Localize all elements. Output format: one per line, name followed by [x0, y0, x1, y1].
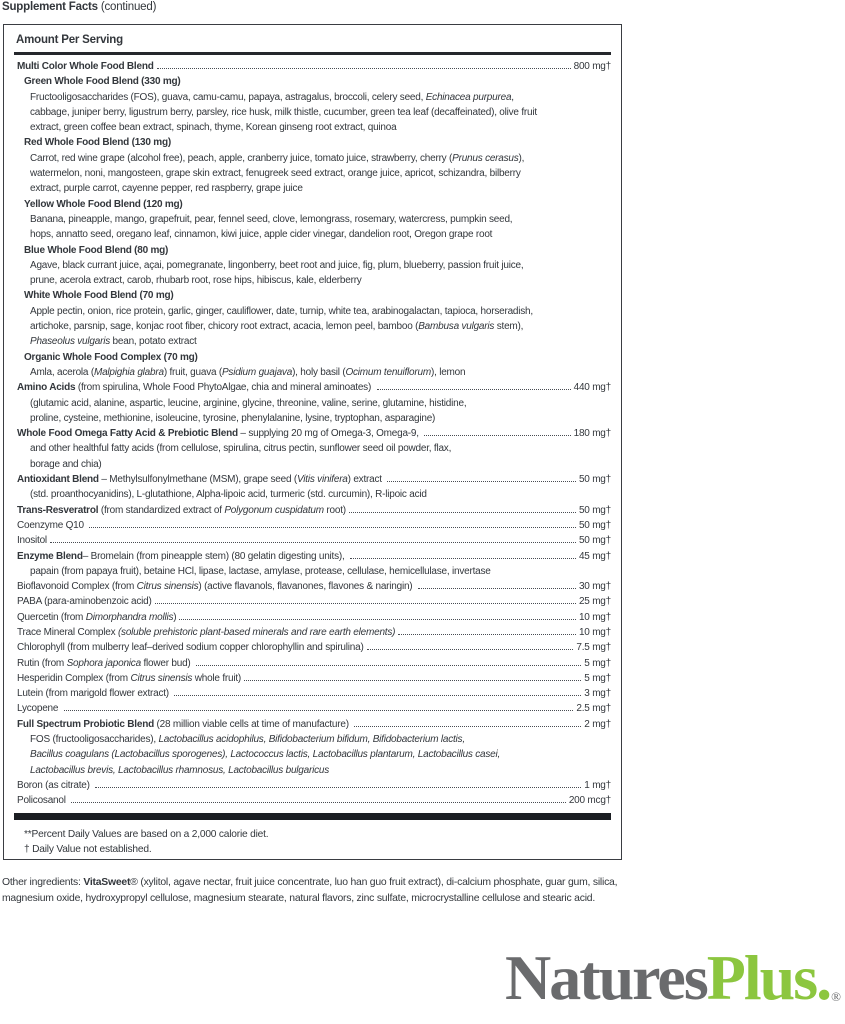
- ingredient-name: [30, 763, 329, 778]
- ingredient-name: [17, 579, 415, 594]
- ingredient-name: [17, 503, 346, 518]
- registered-trademark-icon: ®: [831, 989, 841, 1004]
- ingredient-name: [30, 732, 465, 747]
- amount-value: 30 mg†: [578, 581, 611, 593]
- text-segment: ), holy basil (: [292, 366, 346, 378]
- ingredient-row: [14, 701, 611, 716]
- dotted-leader: [179, 619, 576, 620]
- text-segment: Amino Acids: [17, 382, 76, 394]
- ingredient-list-line: [14, 319, 611, 334]
- ingredient-name: [17, 671, 241, 686]
- dotted-leader: [377, 389, 571, 390]
- text-segment: FOS (fructooligosaccharides),: [30, 734, 159, 746]
- dotted-leader: [89, 527, 576, 528]
- ingredient-row: [14, 656, 611, 671]
- text-segment: flower bud): [140, 657, 194, 669]
- ingredient-name: [17, 380, 374, 395]
- ingredient-name: [17, 426, 421, 441]
- supplement-facts-panel: [3, 24, 622, 860]
- amount-value: 2 mg†: [584, 718, 611, 730]
- text-segment: extract, green coffee bean extract, spinach, thyme, Korean ginseng root extract, quinoa: [30, 122, 397, 134]
- text-segment: Hesperidin Complex (from: [17, 672, 131, 684]
- text-segment: Sophora japonica: [66, 657, 141, 669]
- ingredient-list-line: [14, 212, 611, 227]
- text-segment: Lycopene: [17, 703, 61, 715]
- text-segment: Boron (as citrate): [17, 779, 93, 791]
- text-segment: Agave, black currant juice, açai, pomegranate, lingonberry, beet root and juice, fig, plum, blueberry, passion fruit juice,: [30, 259, 524, 271]
- ingredient-name: [17, 793, 68, 808]
- ingredient-name: [30, 166, 521, 181]
- dotted-leader: [196, 665, 581, 666]
- ingredient-list-line: [14, 396, 611, 411]
- ingredient-row: [14, 671, 611, 686]
- dotted-leader: [354, 726, 581, 727]
- dotted-leader: [71, 802, 566, 803]
- text-segment: stem),: [494, 321, 524, 333]
- amount-value: 50 mg†: [578, 504, 611, 516]
- blend-subheading: [14, 288, 611, 303]
- blend-subheading: [14, 135, 611, 150]
- amount-value: 50 mg†: [578, 474, 611, 486]
- ingredient-row: [14, 579, 611, 594]
- amount-value: 800 mg†: [573, 61, 611, 72]
- amount-value: 45 mg†: [578, 550, 611, 562]
- ingredient-name: [30, 258, 523, 273]
- text-segment: ) fruit, guava (: [163, 366, 222, 378]
- amount-value: 7.5 mg†: [576, 642, 611, 654]
- dotted-leader: [174, 695, 581, 696]
- text-segment: ) extract: [347, 474, 385, 486]
- ingredient-name: [17, 472, 384, 487]
- text-segment: Lactobacillus acidophilus, Bifidobacterium bifidum, Bifidobacterium lactis,: [158, 734, 465, 746]
- amount-value: 25 mg†: [578, 596, 611, 608]
- ingredient-row: [14, 640, 611, 655]
- ingredient-name: [30, 441, 451, 456]
- ingredient-row: [14, 503, 611, 518]
- text-segment: (28 million viable cells at time of manufacture): [153, 718, 352, 730]
- text-segment: Bambusa vulgaris: [418, 321, 495, 333]
- text-segment: ) (active flavanols, flavanones, flavones & naringin): [198, 581, 415, 593]
- text-segment: prune, acerola extract, carob, rhubarb root, rose hips, hibiscus, kale, elderberry: [30, 275, 362, 287]
- dotted-leader: [95, 787, 581, 788]
- ingredient-name: [17, 701, 61, 716]
- text-segment: Blue Whole Food Blend (80 mg): [24, 244, 169, 256]
- text-segment: proline, cysteine, methionine, isoleucine, tyrosine, phenylalanine, lysine, tryptophan, asparagine): [30, 412, 436, 424]
- text-segment: White Whole Food Blend (70 mg): [24, 290, 174, 302]
- ingredient-name: [30, 151, 524, 166]
- dotted-leader: [50, 542, 576, 543]
- text-segment: PABA (para-aminobenzoic acid): [17, 596, 152, 608]
- text-segment: Vitis vinifera: [297, 474, 348, 486]
- text-segment: ,: [511, 91, 514, 103]
- ingredient-list-line: [14, 747, 611, 762]
- ingredient-name: [24, 243, 168, 258]
- ingredient-name: [30, 181, 303, 196]
- ingredient-list-line: [14, 273, 611, 288]
- text-segment: extract, purple carrot, cayenne pepper, red raspberry, grape juice: [30, 183, 303, 195]
- ingredient-list-line: [14, 334, 611, 349]
- text-segment: Chlorophyll (from mulberry leaf–derived sodium copper chlorophyllin and spirulina): [17, 642, 364, 654]
- ingredient-name: [24, 288, 174, 303]
- ingredient-name: [30, 411, 435, 426]
- ingredient-list-line: [14, 90, 611, 105]
- ingredient-row: [14, 518, 611, 533]
- text-segment: whole fruit): [192, 672, 241, 684]
- ingredient-name: [30, 365, 465, 380]
- dotted-leader: [157, 68, 571, 69]
- text-segment: Whole Food Omega Fatty Acid & Prebiotic Blend: [17, 428, 238, 440]
- dotted-leader: [349, 512, 576, 513]
- text-segment: Bacillus coagulans (Lactobacillus sporogenes), Lactococcus lactis, Lactobacillus plantarum, Lactobacillus casei,: [30, 749, 501, 761]
- text-segment: (soluble prehistoric plant-based minerals and rare earth elements): [117, 626, 396, 638]
- amount-value: 3 mg†: [584, 688, 611, 700]
- ingredient-list-line: [14, 120, 611, 135]
- text-segment: Fructooligosaccharides (FOS), guava, camu-camu, papaya, astragalus, broccoli, celery seed,: [30, 91, 426, 103]
- ingredient-name: [17, 610, 176, 625]
- text-segment: Multi Color Whole Food Blend: [17, 61, 154, 72]
- ingredient-row: [14, 472, 611, 487]
- blend-subheading: [14, 243, 611, 258]
- text-segment: Trace Mineral Complex: [17, 626, 118, 638]
- ingredient-list-line: [14, 564, 611, 579]
- text-segment: Bioflavonoid Complex (from: [17, 581, 137, 593]
- ingredient-name: [17, 518, 86, 533]
- ingredient-row: [14, 778, 611, 793]
- text-segment: Citrus sinensis: [136, 581, 199, 593]
- text-segment: Yellow Whole Food Blend (120 mg): [24, 198, 183, 210]
- ingredient-name: [30, 120, 396, 135]
- text-segment: bean, potato extract: [109, 336, 197, 348]
- text-segment: borage and chia): [30, 458, 102, 470]
- text-segment: Lutein (from marigold flower extract): [17, 688, 172, 700]
- ingredient-name: [17, 549, 347, 564]
- ingredient-name: [17, 594, 152, 609]
- amount-value: 10 mg†: [578, 611, 611, 623]
- blend-subheading: [14, 350, 611, 365]
- ingredient-name: [17, 778, 92, 793]
- text-segment: ): [173, 611, 177, 623]
- logo-text-plus: Plus.: [706, 942, 831, 1013]
- ingredient-name: [24, 350, 198, 365]
- text-segment: – Bromelain (from pineapple stem) (80 gelatin digesting units),: [82, 550, 348, 562]
- ingredient-name: [30, 319, 523, 334]
- ingredient-name: [24, 74, 181, 89]
- ingredient-name: [30, 396, 466, 411]
- text-segment: and other healthful fatty acids (from cellulose, spirulina, citrus pectin, sunflower seed oil powder, flax,: [30, 443, 452, 455]
- blend-subheading: [14, 197, 611, 212]
- dotted-leader: [367, 649, 574, 650]
- ingredient-name: [17, 59, 154, 74]
- text-segment: Phaseolus vulgaris: [30, 336, 110, 348]
- ingredient-list-line: [14, 457, 611, 472]
- page-title-continued: (continued): [100, 1, 157, 13]
- other-ingredients-paragraph: [2, 875, 624, 906]
- ingredient-list-line: [14, 304, 611, 319]
- text-segment: Antioxidant Blend: [17, 474, 99, 486]
- amount-value: 10 mg†: [578, 626, 611, 638]
- text-segment: Psidium guajava: [221, 366, 293, 378]
- ingredient-row: [14, 625, 611, 640]
- dotted-leader: [155, 603, 576, 604]
- ingredient-name: [30, 273, 362, 288]
- footnote-separator-bar: [14, 813, 611, 820]
- text-segment: Enzyme Blend: [17, 550, 83, 562]
- ingredient-name: [17, 640, 364, 655]
- ingredient-name: [17, 686, 171, 701]
- text-segment: Trans-Resveratrol: [17, 504, 99, 516]
- ingredient-name: [30, 227, 492, 242]
- text-segment: Polygonum cuspidatum: [224, 504, 324, 516]
- text-segment: Apple pectin, onion, rice protein, garlic, ginger, cauliflower, date, turnip, white tea, arabinogalactan, tapioca, horseradish,: [30, 305, 533, 317]
- ingredient-list-line: [14, 105, 611, 120]
- logo-text-natures: Natures: [505, 942, 707, 1013]
- text-segment: Amla, acerola (: [30, 366, 94, 378]
- text-segment: hops, annatto seed, oregano leaf, cinnamon, kiwi juice, apple cider vinegar, dandelion root, Oregon grape root: [30, 229, 493, 241]
- ingredient-list-line: [14, 487, 611, 502]
- ingredient-name: [17, 625, 395, 640]
- text-segment: Green Whole Food Blend (330 mg): [24, 76, 181, 88]
- text-segment: Other ingredients:: [2, 877, 84, 889]
- text-segment: Citrus sinensis: [130, 672, 193, 684]
- ingredient-name: [30, 457, 102, 472]
- text-segment: cabbage, juniper berry, ligustrum berry, parsley, rice husk, milk thistle, cucumber, green tea leaf (decaffeinated), olive fruit: [30, 106, 537, 118]
- page-title-main: Supplement Facts: [2, 1, 98, 13]
- ingredient-name: [17, 717, 351, 732]
- text-segment: ),: [518, 152, 525, 164]
- ingredient-rows: [14, 59, 611, 809]
- text-segment: Coenzyme Q10: [17, 519, 87, 531]
- text-segment: ), lemon: [430, 366, 466, 378]
- ingredient-name: [17, 533, 47, 548]
- amount-value: 5 mg†: [584, 657, 611, 669]
- dotted-leader: [387, 481, 576, 482]
- ingredient-row: [14, 59, 611, 74]
- ingredient-list-line: [14, 258, 611, 273]
- text-segment: Inositol: [17, 535, 47, 547]
- ingredient-name: [30, 105, 537, 120]
- text-segment: Full Spectrum Probiotic Blend: [17, 718, 154, 730]
- ingredient-list-line: [14, 732, 611, 747]
- page-title: [2, 1, 156, 13]
- ingredient-name: [30, 564, 491, 579]
- text-segment: Quercetin (from: [17, 611, 86, 623]
- heading-rule: [14, 52, 611, 55]
- text-segment: Carrot, red wine grape (alcohol free), peach, apple, cranberry juice, tomato juice, strawberry, cherry (: [30, 152, 453, 164]
- ingredient-name: [30, 212, 512, 227]
- amount-value: 50 mg†: [578, 519, 611, 531]
- text-segment: Lactobacillus brevis, Lactobacillus rhamnosus, Lactobacillus bulgaricus: [30, 764, 329, 776]
- text-segment: Prunus cerasus: [452, 152, 519, 164]
- amount-value: 180 mg†: [573, 428, 611, 440]
- text-segment: Dimorphandra mollis: [85, 611, 174, 623]
- amount-value: 50 mg†: [578, 535, 611, 547]
- daily-value-footnote: **Percent Daily Values are based on a 2,000 calorie diet.: [24, 828, 269, 840]
- text-segment: Echinacea purpurea: [425, 91, 512, 103]
- text-segment: Malpighia glabra: [93, 366, 164, 378]
- text-segment: papain (from papaya fruit), betaine HCl, lipase, lactase, amylase, protease, cellulase, hemicellulase, invertase: [30, 565, 491, 577]
- ingredient-row: [14, 533, 611, 548]
- dagger-footnote: † Daily Value not established.: [24, 844, 152, 856]
- text-segment: Organic Whole Food Complex (70 mg): [24, 351, 198, 363]
- amount-value: 1 mg†: [584, 779, 611, 791]
- amount-value: 5 mg†: [584, 672, 611, 684]
- blend-subheading: [14, 74, 611, 89]
- ingredient-list-line: [14, 441, 611, 456]
- ingredient-list-line: [14, 151, 611, 166]
- footnotes: [14, 820, 611, 858]
- ingredient-list-line: [14, 227, 611, 242]
- ingredient-name: [24, 197, 183, 212]
- ingredient-row: [14, 594, 611, 609]
- ingredient-name: [30, 334, 197, 349]
- ingredient-list-line: [14, 166, 611, 181]
- ingredient-row: [14, 686, 611, 701]
- amount-value: 2.5 mg†: [576, 703, 611, 715]
- ingredient-name: [30, 90, 514, 105]
- ingredient-name: [30, 747, 500, 762]
- text-segment: (from standardized extract of: [98, 504, 225, 516]
- ingredient-list-line: [14, 181, 611, 196]
- ingredient-name: [30, 487, 427, 502]
- text-segment: Rutin (from: [17, 657, 67, 669]
- text-segment: – Methylsulfonylmethane (MSM), grape seed (: [98, 474, 297, 486]
- text-segment: artichoke, parsnip, sage, konjac root fiber, chicory root extract, acacia, lemon peel, bamboo (: [30, 321, 419, 333]
- dotted-leader: [398, 634, 576, 635]
- ingredient-name: [24, 135, 171, 150]
- text-segment: Ocimum tenuiflorum: [345, 366, 431, 378]
- ingredient-row: [14, 717, 611, 732]
- amount-value: 200 mcg†: [568, 795, 611, 807]
- ingredient-name: [17, 656, 193, 671]
- text-segment: (std. proanthocyanidins), L-glutathione, Alpha-lipoic acid, turmeric (std. curcumin), R-lipoic acid: [30, 489, 427, 501]
- dotted-leader: [64, 710, 574, 711]
- ingredient-list-line: [14, 411, 611, 426]
- ingredient-row: [14, 549, 611, 564]
- ingredient-list-line: [14, 763, 611, 778]
- ingredient-name: [30, 304, 533, 319]
- text-segment: VitaSweet: [83, 877, 131, 889]
- text-segment: Policosanol: [17, 795, 69, 807]
- text-segment: root): [323, 504, 346, 516]
- dotted-leader: [244, 680, 581, 681]
- text-segment: (from spirulina, Whole Food PhytoAlgae, chia and mineral aminoates): [75, 382, 374, 394]
- text-segment: – supplying 20 mg of Omega-3, Omega-9,: [237, 428, 422, 440]
- amount-value: 440 mg†: [573, 382, 611, 394]
- naturesplus-logo: [505, 944, 840, 1011]
- ingredient-row: [14, 793, 611, 808]
- ingredient-row: [14, 426, 611, 441]
- text-segment: (glutamic acid, alanine, aspartic, leucine, arginine, glycine, threonine, valine, serine, glutamine, histidine,: [30, 397, 467, 409]
- text-segment: watermelon, noni, mangosteen, grape skin extract, fenugreek seed extract, orange juice, apricot, schizandra, bilberry: [30, 168, 521, 180]
- text-segment: Red Whole Food Blend (130 mg): [24, 137, 171, 149]
- ingredient-list-line: [14, 365, 611, 380]
- ingredient-row: [14, 610, 611, 625]
- text-segment: ® (xylitol, agave nectar, fruit juice concentrate, luo han guo fruit extract), di-calcium phosphate, guar gum, silica, magnesium oxide, hydroxypropyl cellulose, magnesium stearate, natural flavors, zinc sulfate, microcrystalline cellulose and stearic acid.: [2, 877, 618, 904]
- dotted-leader: [350, 558, 576, 559]
- text-segment: Banana, pineapple, mango, grapefruit, pear, fennel seed, clove, lemongrass, rosemary, watercress, pumpkin seed,: [30, 213, 513, 225]
- ingredient-row: [14, 380, 611, 395]
- amount-per-serving-heading: Amount Per Serving: [16, 34, 123, 46]
- dotted-leader: [424, 435, 570, 436]
- dotted-leader: [418, 588, 576, 589]
